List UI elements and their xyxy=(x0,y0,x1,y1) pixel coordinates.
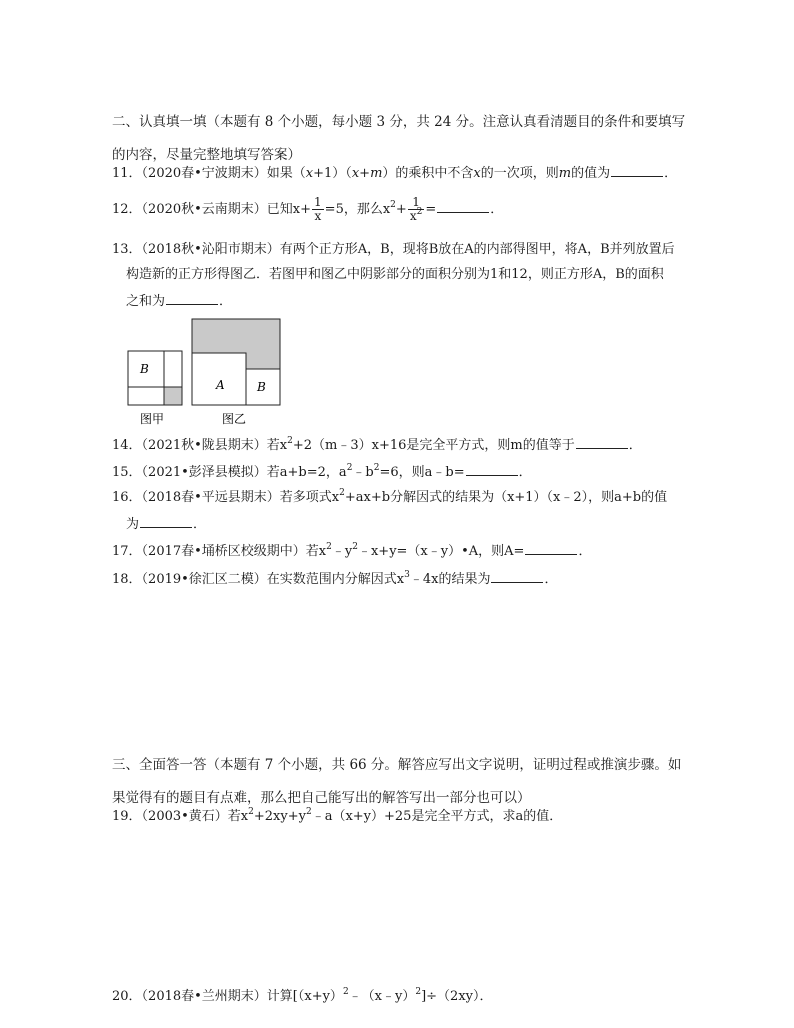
question-12: 12．（2020秋•云南期末）已知x+ $\frac{1}{x}$ =5，那么$x^2+$ $\frac{1}{x^2}$ = ． xyxy=(112,195,504,223)
figure-jia xyxy=(128,351,182,405)
label-b: B xyxy=(140,362,149,376)
answer-blank xyxy=(491,570,543,583)
fraction: $\frac{1}{x}$ xyxy=(314,195,322,223)
question-15: 15．（2021•彭泽县模拟）若a+b=2，$a^2﹣b^2=6$，则a﹣b= ． xyxy=(112,463,532,480)
shaded-region xyxy=(164,387,182,405)
answer-blank xyxy=(525,542,577,555)
question-11: 11．（2020春•宁波期末）如果（x+1）（x+m）的乘积中不含x的一次项，则m的值为 ． xyxy=(112,166,678,181)
figure-yi-caption: 图乙 xyxy=(222,412,247,426)
question-13: 13．（2018秋•沁阳市期末）有两个正方形A，B，现将B放在A的内部得图甲，将A，B并列放置后 xyxy=(112,242,675,257)
section-2-heading-cont: 的内容，尽量完整地填写答案） xyxy=(112,147,301,163)
figure-jia-caption: 图甲 xyxy=(140,412,165,426)
section-2-heading: 二、认真填一填（本题有 8 个小题，每小题 3 分，共 24 分。注意认真看清题目的条件和要填写 xyxy=(112,114,686,130)
square-figures xyxy=(0,0,794,440)
question-16: 16．（2018春•平远县期末）若多项式$x^2+ax+b$分解因式的结果为（x+1）（x﹣2），则a+b的值 xyxy=(112,488,668,505)
question-13-cont2: 之和为 ． xyxy=(126,294,233,309)
section-3-heading: 三、全面答一答（本题有 7 个小题，共 66 分。解答应写出文字说明，证明过程或推演步骤。如 xyxy=(112,757,682,773)
answer-blank xyxy=(466,463,518,476)
label-b: B xyxy=(257,380,266,394)
fraction: $\frac{1}{x^2}$ xyxy=(409,195,423,223)
answer-blank xyxy=(576,436,628,449)
question-19: 19．（2003•黄石）若$x^2+2xy+y^2﹣a(x+y)+25$是完全平方式，求a的值． xyxy=(112,807,563,824)
label-a: A xyxy=(216,378,225,392)
question-17: 17．（2017春•埇桥区校级期中）若$x^2﹣y^2﹣x+y=(x﹣y)•A$，则A= ． xyxy=(112,542,592,559)
answer-blank xyxy=(140,515,192,528)
question-20: 20．（2018春•兰州期末）计算$[(x+y)^2﹣(x﹣y)^2]\div(2xy)$． xyxy=(112,987,493,1004)
question-16-cont: 为 ． xyxy=(126,517,207,532)
section-3-heading-cont: 果觉得有的题目有点难，那么把自己能写出的解答写出一部分也可以） xyxy=(112,790,531,806)
question-14: 14．（2021秋•陇县期末）若$x^2+2(m﹣3)x+16$是完全平方式，则m的值等于 ． xyxy=(112,436,642,453)
question-13-cont: 构造新的正方形得图乙．若图甲和图乙中阴影部分的面积分别为1和12，则正方形A，B的面积 xyxy=(126,267,664,282)
figure-yi xyxy=(192,319,280,405)
question-18: 18．（2019•徐汇区二模）在实数范围内分解因式$x^3﹣4x$的结果为 ． xyxy=(112,570,558,587)
